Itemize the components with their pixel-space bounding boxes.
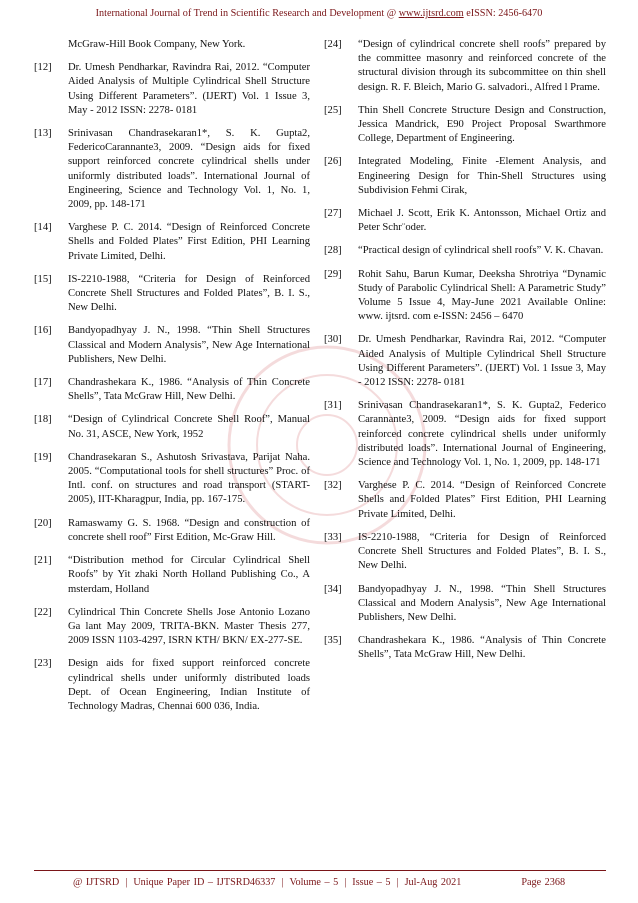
reference-number: [22] [34, 606, 52, 618]
left-column [34, 38, 310, 723]
reference-text: Dr. Umesh Pendharkar, Ravindra Rai, 2012. “Computer Aided Analysis of Multiple Cylindrical Shell Structure Using Different Parameters”. (IJERT) Vol. 1 Issue 3, May - 2012 ISSN: 2278- 0181 [68, 62, 310, 116]
reference-entry [324, 583, 606, 626]
reference-entry [324, 155, 606, 198]
reference-entry [324, 38, 606, 95]
reference-number: [26] [324, 156, 342, 168]
reference-entry [34, 376, 310, 404]
reference-text: Integrated Modeling, Finite -Element Analysis, and Engineering Design for Thin-Shell Structures using Subdivision Fehmi Cirak, [358, 156, 606, 196]
reference-entry [34, 451, 310, 508]
reference-number: [23] [34, 658, 52, 670]
reference-number: [34] [324, 583, 342, 595]
reference-number: [15] [34, 273, 52, 285]
reference-number: [14] [34, 222, 52, 234]
reference-number: [25] [324, 104, 342, 116]
reference-entry [324, 207, 606, 235]
reference-number: [29] [324, 268, 342, 280]
header-url-link[interactable]: www.ijtsrd.com [398, 8, 464, 19]
reference-number: [16] [34, 325, 52, 337]
reference-entry [34, 127, 310, 212]
reference-entry [324, 268, 606, 325]
reference-entry [34, 554, 310, 597]
reference-entry [324, 333, 606, 390]
footer-date: Jul-Aug 2021 [404, 877, 462, 888]
footer-issue: Issue – 5 [352, 877, 391, 888]
reference-number: [33] [324, 531, 342, 543]
reference-text: “Practical design of cylindrical shell roofs” V. K. Chavan. [358, 245, 604, 257]
reference-entry [34, 61, 310, 118]
footer-page-number: Page 2368 [521, 877, 566, 888]
reference-entry [324, 479, 606, 522]
reference-entry [324, 399, 606, 470]
reference-number: [17] [34, 377, 52, 389]
reference-entry [324, 244, 606, 258]
reference-entry [34, 517, 310, 545]
footer-paper-id: Unique Paper ID – IJTSRD46337 [133, 877, 276, 888]
reference-number: [18] [34, 414, 52, 426]
reference-entry [34, 221, 310, 264]
reference-text: Srinivasan Chandrasekaran1*, S. K. Gupta2, FedericoCarannante3, 2009. “Design aids for fixed support reinforced concrete cylindrical shells under uniformly distributed loads”. International Journal of Engineering, Science and Technology Vol. 1, No. 1, 2009, pp. 148-171 [68, 128, 310, 211]
reference-text: Cylindrical Thin Concrete Shells Jose Antonio Lozano Ga lant May 2009, TRITA-BKN. Master Thesis 277, 2009 ISSN 1103-4297, ISRN KTH/ BKN/ EX-277-SE. [68, 606, 310, 647]
reference-text: Dr. Umesh Pendharkar, Ravindra Rai, 2012. “Computer Aided Analysis of Multiple Cylindrical Shell Structure Using Different Parameters”. (IJERT) Vol. 1 Issue 3, May - 2012 ISSN: 2278- 0181 [358, 334, 606, 389]
reference-entry [34, 606, 310, 649]
reference-number: [32] [324, 480, 342, 492]
reference-text: Varghese P. C. 2014. “Design of Reinforced Concrete Shells and Folded Plates” First Edition, PHI Learning Private Limited, Delhi. [68, 222, 310, 262]
reference-entry [324, 531, 606, 574]
reference-number: [20] [34, 517, 52, 529]
reference-number: [30] [324, 334, 342, 346]
reference-number: [13] [34, 128, 52, 140]
reference-entry [34, 324, 310, 367]
reference-text: Michael J. Scott, Erik K. Antonsson, Michael Ortiz and Peter Schr¨oder. [358, 208, 606, 234]
reference-entry [324, 634, 606, 662]
reference-text: Chandrashekara K., 1986. “Analysis of Thin Concrete Shells”, Tata McGraw Hill, New Delhi. [68, 377, 310, 403]
right-reference-list [324, 38, 606, 663]
reference-text: “Design of cylindrical concrete shell roofs” prepared by the committee masonry and reinforced concrete of the structural division through its subcommittee on thin shell design. R. F. Bleich, Mario G. salvadori., Alfred l Prame. [358, 39, 606, 93]
reference-entry [324, 104, 606, 147]
reference-number: [12] [34, 62, 52, 74]
header-issn: eISSN: 2456-6470 [463, 8, 543, 19]
reference-text: Thin Shell Concrete Structure Design and Construction, Jessica Mandrick, E90 Project Proposal Swarthmore College, Department of Engineering. [358, 104, 606, 145]
reference-text: Varghese P. C. 2014. “Design of Reinforced Concrete Shells and Folded Plates” First Edition, PHI Learning Private Limited, Delhi. [358, 480, 606, 520]
reference-text: IS-2210-1988, “Criteria for Design of Reinforced Concrete Shell Structures and Folded Plates”, B. I. S., New Delhi. [358, 531, 606, 572]
reference-number: [24] [324, 39, 342, 50]
reference-number: [31] [324, 400, 342, 412]
left-reference-list [34, 61, 310, 714]
reference-number: [21] [34, 555, 52, 567]
running-header [0, 8, 638, 19]
footer-journal: @ IJTSRD [72, 877, 120, 888]
reference-text: Bandyopadhyay J. N., 1998. “Thin Shell Structures Classical and Modern Analysis”, New Age International Publishers, New Delhi. [68, 325, 310, 365]
reference-text: IS-2210-1988, “Criteria for Design of Reinforced Concrete Shell Structures and Folded Plates”, B. I. S., New Delhi. [68, 273, 310, 314]
right-column [324, 38, 606, 672]
page-footer: @ IJTSRD | Unique Paper ID – IJTSRD46337 | Volume – 5 | Issue – 5 | Jul-Aug 2021 Page 2368 [72, 877, 566, 888]
reference-entry [34, 273, 310, 316]
reference-text: Rohit Sahu, Barun Kumar, Deeksha Shrotriya “Dynamic Study of Parabolic Cylindrical Shell: A Parametric Study” Volume 5 Issue 4, May-June 2021 Available Online: www. ijtsrd. com e-ISSN: 2456 – 6470 [358, 268, 606, 323]
reference-entry [34, 657, 310, 714]
reference-number: [19] [34, 451, 52, 463]
reference-text: “Distribution method for Circular Cylindrical Shell Roofs” by Yit zhaki North Holland Publishing Co., A msterdam, Holland [68, 555, 310, 595]
reference-entry [34, 413, 310, 441]
reference-continuation: McGraw-Hill Book Company, New York. [68, 39, 246, 50]
reference-text: Ramaswamy G. S. 1968. “Design and construction of concrete shell roof” First Edition, Mc-Graw Hill. [68, 517, 310, 543]
reference-text: Chandrasekaran S., Ashutosh Srivastava, Parijat Naha. 2005. “Computational tools for shell structures” Proc. of Intl. conf. on structures and road transport (START-2005), IIT-Kharagpur, India, pp. 167-175. [68, 451, 310, 506]
header-journal-name: International Journal of Trend in Scientific Research and Development @ [95, 8, 399, 19]
reference-number: [28] [324, 245, 342, 257]
reference-text: Bandyopadhyay J. N., 1998. “Thin Shell Structures Classical and Modern Analysis”, New Age International Publishers, New Delhi. [358, 583, 606, 623]
reference-text: Design aids for fixed support reinforced concrete cylindrical shells under uniformly distributed loads Dept. of Ocean Engineering, Indian Institute of Technology Madras, Chennai 600 036, India. [68, 658, 310, 712]
reference-text: Chandrashekara K., 1986. “Analysis of Thin Concrete Shells”, Tata McGraw Hill, New Delhi. [358, 635, 606, 661]
reference-number: [27] [324, 208, 342, 220]
reference-number: [35] [324, 635, 342, 647]
footer-divider [34, 870, 606, 871]
reference-text: Srinivasan Chandrasekaran1*, S. K. Gupta2, Federico Carannante3, 2009. “Design aids for fixed support reinforced concrete cylindrical shells under uniformly distributed loads”. International Journal of Engineering, Science and Technology Vol. 1, No. 1, 2009, pp. 148-171 [358, 400, 606, 469]
footer-volume: Volume – 5 [289, 877, 339, 888]
reference-text: “Design of Cylindrical Concrete Shell Roof”, Manual No. 31, ASCE, New York, 1952 [68, 414, 310, 440]
